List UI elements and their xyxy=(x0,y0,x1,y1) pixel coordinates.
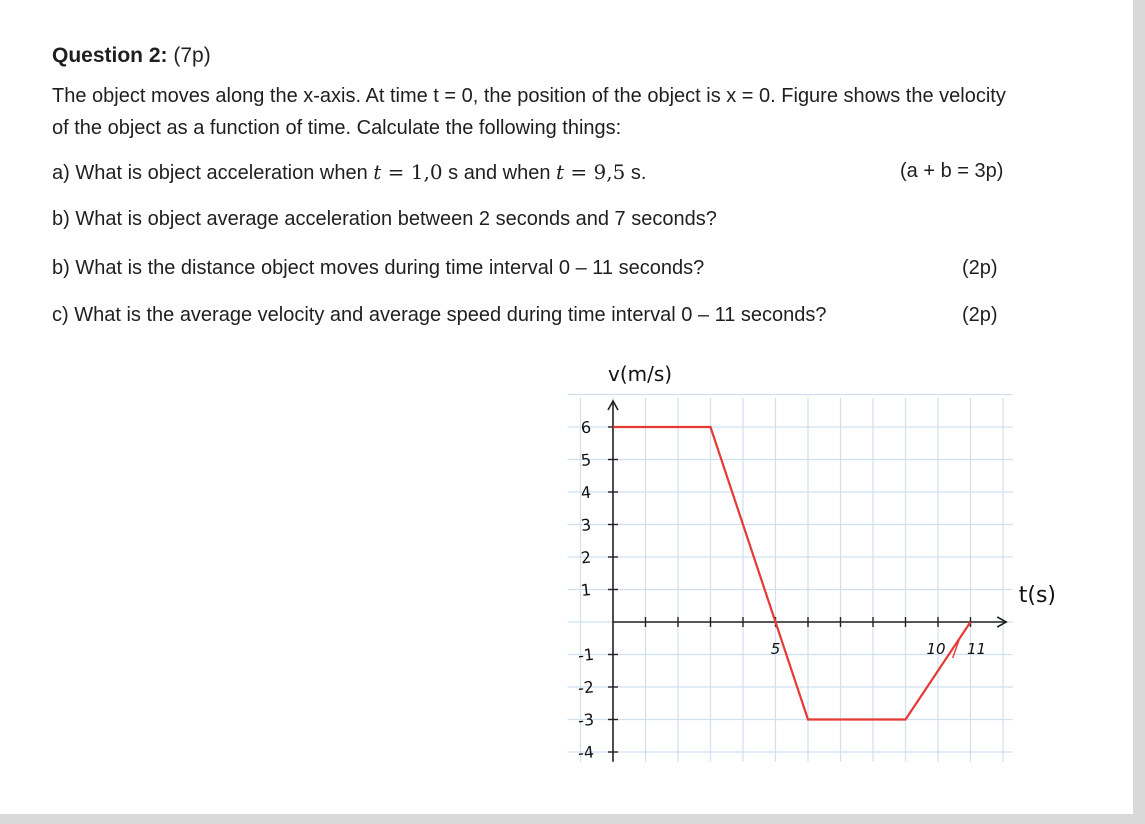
y-tick-label: 6 xyxy=(579,417,593,438)
item-a-var2: t xyxy=(556,160,565,184)
y-tick-label: -2 xyxy=(577,677,595,698)
question-intro: The object moves along the x-axis. At time t = 0, the position of the object is x = 0. Figure shows the velocity of the object as a function of time. Calculate the following things: xyxy=(52,85,1006,139)
chart-labels xyxy=(577,418,986,763)
x-tick-label: 5 xyxy=(770,640,781,658)
question-heading: Question 2: xyxy=(52,44,168,67)
velocity-line xyxy=(613,427,971,720)
page-header-mark xyxy=(620,0,640,6)
item-a-suffix: s. xyxy=(625,162,647,184)
item-c-points: (2p) xyxy=(962,304,998,326)
question-points: (7p) xyxy=(173,44,211,67)
y-tick-label: -3 xyxy=(577,709,595,731)
item-b2-points: (2p) xyxy=(962,257,998,279)
item-a-prefix: a) What is object acceleration when xyxy=(52,162,374,184)
question-item-a xyxy=(52,160,646,185)
item-a-eq2: = 9,5 xyxy=(564,160,626,184)
y-tick-label: 4 xyxy=(579,482,593,503)
y-tick-label: 1 xyxy=(579,580,593,600)
y-tick-label: -4 xyxy=(577,742,595,763)
item-a-points: (a + b = 3p) xyxy=(900,160,1004,182)
chart-series xyxy=(613,427,971,720)
y-tick-label: 5 xyxy=(579,450,593,470)
question-item-b1: b) What is object average acceleration between 2 seconds and 7 seconds? xyxy=(52,208,717,230)
y-tick-label: -1 xyxy=(577,644,595,666)
x-tick-label: 11 xyxy=(966,640,987,658)
x-tick-label: 10 xyxy=(926,640,946,658)
x-axis-label: t(s) xyxy=(1018,583,1057,608)
chart-axes xyxy=(608,401,1006,762)
y-tick-label: 2 xyxy=(579,547,593,568)
velocity-time-chart xyxy=(540,345,1100,785)
y-axis-label: v(m/s) xyxy=(608,362,673,386)
question-item-c: c) What is the average velocity and average speed during time interval 0 – 11 seconds? xyxy=(52,304,827,326)
chart-grid xyxy=(568,395,1013,762)
question-item-b2: b) What is the distance object moves during time interval 0 – 11 seconds? xyxy=(52,257,705,279)
item-a-var1: t xyxy=(373,160,382,184)
item-a-mid: s and when xyxy=(442,162,557,184)
y-tick-label: 3 xyxy=(579,515,593,535)
question-title xyxy=(52,44,211,68)
item-a-eq1: = 1,0 xyxy=(381,160,443,184)
